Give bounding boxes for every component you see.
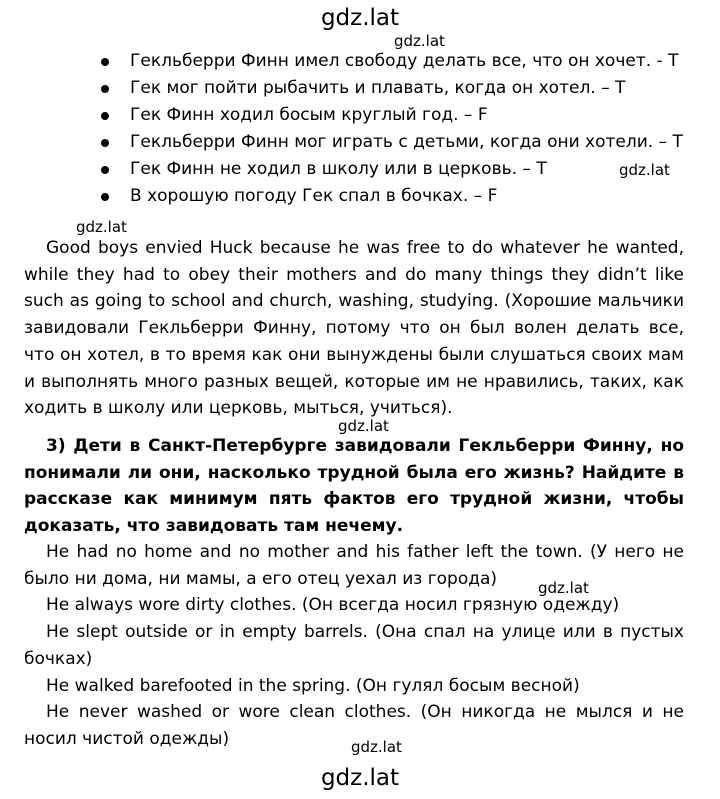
question-heading: 3) Дети в Санкт-Петербурге завидовали Гекльберри Финну, но понимали ли они, насколько трудной была его жизнь? Найдите в рассказе как минимум пять фактов его трудной жизни, чтобы доказать, что завидовать там нечему.	[24, 436, 684, 537]
answer-item: He walked barefooted in the spring. (Он гулял босым весной)	[46, 675, 580, 696]
watermark-top: gdz.lat	[320, 5, 400, 31]
answer-item: He never washed or wore clean clothes. (Он никогда не мылся и не носил чистой одежды)	[24, 702, 684, 749]
watermark-small: gdz.lat	[538, 579, 589, 597]
watermark-small: gdz.lat	[619, 161, 670, 179]
watermark-small: gdz.lat	[76, 218, 127, 236]
answer-item: He always wore dirty clothes. (Он всегда носил грязную одежду)	[46, 595, 620, 616]
statement-item: Гекльберри Финн имел свободу делать все, что он хочет. - T	[96, 48, 683, 75]
statement-item: Гек Финн не ходил в школу или в церковь. – T	[96, 156, 683, 183]
watermark-small: gdz.lat	[351, 738, 402, 756]
statement-item: Гекльберри Финн мог играть с детьми, когда они хотели. – T	[96, 129, 683, 156]
watermark-small: gdz.lat	[394, 32, 445, 50]
answer-item: He slept outside or in empty barrels. (Она спал на улице или в пустых бочках)	[24, 622, 684, 669]
statement-item: В хорошую погоду Гек спал в бочках. – F	[96, 183, 683, 210]
answer-paragraph: Good boys envied Huck because he was free to do whatever he wanted, while they had to obey their mothers and do many things they didn’t like such as going to school and church, washing, studying. (Хорошие мальчики завидовали Гекльберри Финну, потому что он был волен делать все, что он хотел, в то время как они вынуждены были слушаться своих мам и выполнять много разных вещей, которые им не нравились, таких, как ходить в школу или церковь, мыться, учиться).	[24, 238, 684, 419]
watermark-small: gdz.lat	[338, 417, 389, 435]
statement-item: Гек Финн ходил босым круглый год. – F	[96, 102, 683, 129]
answer-list	[24, 539, 684, 753]
watermark-bottom: gdz.lat	[320, 765, 400, 791]
answer-item: He had no home and no mother and his father left the town. (У него не было ни дома, ни мамы, а его отец уехал из города)	[24, 542, 684, 589]
statement-item: Гек мог пойти рыбачить и плавать, когда он хотел. – T	[96, 75, 683, 102]
statement-list	[96, 48, 683, 210]
